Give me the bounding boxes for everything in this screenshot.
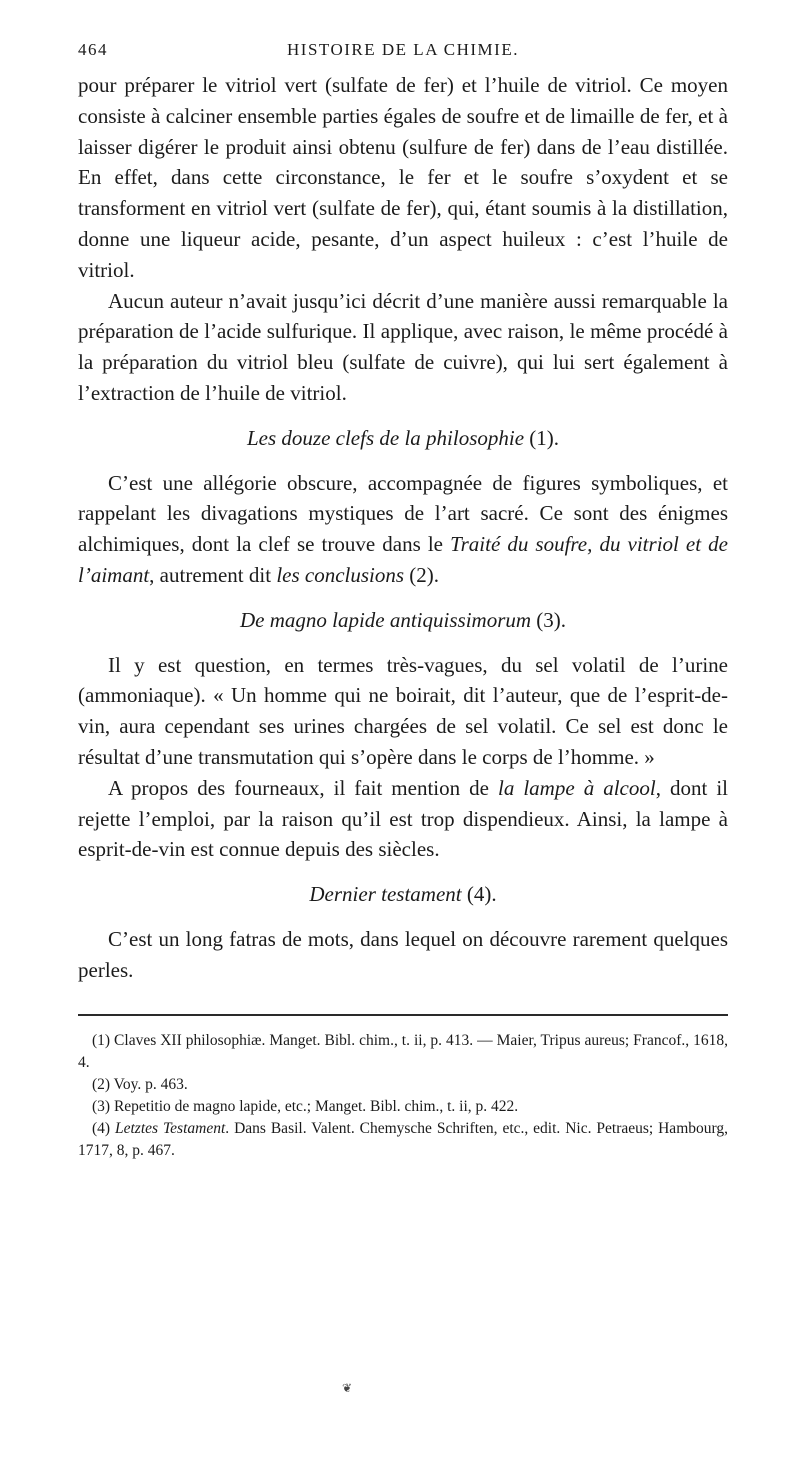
italic-title: Traité du soufre, du vitriol et de l’aimant bbox=[78, 532, 728, 587]
body-text bbox=[78, 70, 728, 986]
text-run: , autrement dit bbox=[149, 562, 277, 587]
section-title-magno-lapide bbox=[78, 605, 728, 636]
text-run: . Dans Basil. Valent. Chemysche Schriften, etc., edit. Nic. Petraeus; Hambourg, 1717, 8, p. 467. bbox=[78, 1119, 729, 1159]
footnote-4 bbox=[78, 1118, 728, 1162]
footnote-ref: (4). bbox=[466, 882, 497, 907]
section-title-text: Les douze clefs de la philosophie bbox=[246, 425, 525, 450]
book-page bbox=[78, 40, 728, 1162]
paragraph-fatras: C’est un long fatras de mots, dans lequel on découvre rarement quelques perles. bbox=[78, 926, 728, 982]
italic-title: Letztes Testament bbox=[115, 1119, 226, 1137]
paragraph-vitriol-method: pour préparer le vitriol vert (sulfate de fer) et l’huile de vitriol. Ce moyen consiste à calciner ensemble parties égales de soufre et de limaille de fer, et à laisser digérer le produit ainsi obtenu (sulfure de fer) dans de l’eau distillée. En effet, dans cette circonstance, le fer et le soufre s’oxydent et se transforment en vitriol vert (sulfate de fer), qui, étant soumis à la distillation, donne une liqueur acide, pesante, d’un aspect huileux : c’est l’huile de vitriol. bbox=[78, 73, 728, 282]
paragraph-sulfuric-acid: Aucun auteur n’avait jusqu’ici décrit d’une manière aussi remarquable la préparation de l’acide sulfurique. Il applique, avec raison, le même procédé à la préparation du vitriol bleu (sulfate de cuivre), qui lui sert également à l’extraction de l’huile de vitriol. bbox=[78, 288, 728, 405]
running-head bbox=[78, 40, 728, 70]
footnote-3: (3) Repetitio de magno lapide, etc.; Manget. Bibl. chim., t. ii, p. 422. bbox=[92, 1097, 519, 1115]
section-title-text: De magno lapide antiquissimorum bbox=[239, 607, 532, 632]
paragraph-sel-volatil: Il y est question, en termes très-vagues, du sel volatil de l’urine (ammoniaque). « Un homme qui ne boirait, dit l’auteur, que de l’esprit-de-vin, aura cependant ses urines chargées de sel volatil. Ce sel est donc le résultat d’une transmutation qui s’opère dans le corps de l’homme. » bbox=[78, 652, 728, 769]
section-title-dernier-testament bbox=[78, 879, 728, 910]
running-title: HISTOIRE DE LA CHIMIE. bbox=[287, 40, 519, 59]
text-run: C’est une allégorie obscure, accompagnée de figures symboliques, et rappelant les divagations mystiques de l’art sacré. Ce sont des énigmes alchimiques, dont la clef se trouve dans le bbox=[78, 470, 728, 557]
italic-phrase: la lampe à alcool bbox=[498, 775, 656, 800]
section-title-text: Dernier testament bbox=[309, 882, 462, 907]
paragraph-allegorie bbox=[78, 468, 728, 591]
paragraph-fourneaux bbox=[78, 773, 728, 865]
footnote-divider bbox=[78, 1014, 728, 1016]
text-run: (2). bbox=[404, 562, 440, 587]
printer-ornament-icon: ❦ bbox=[342, 1381, 353, 1395]
page-number: 464 bbox=[78, 40, 108, 59]
text-run: A propos des fourneaux, il fait mention de bbox=[108, 775, 498, 800]
italic-title: les conclusions bbox=[276, 562, 405, 587]
footnote-number: (4) bbox=[92, 1119, 115, 1137]
section-title-douze-clefs bbox=[78, 423, 728, 454]
text-run: , dont il rejette l’emploi, par la raison qu’il est trop dispendieux. Ainsi, la lampe à esprit-de-vin est connue depuis des siècles. bbox=[78, 775, 728, 862]
footnote-1: (1) Claves XII philosophiæ. Manget. Bibl. chim., t. ii, p. 413. — Maier, Tripus aureus; Francof., 1618, 4. bbox=[78, 1031, 728, 1071]
footnotes bbox=[78, 1030, 728, 1162]
footnote-ref: (1). bbox=[529, 425, 560, 450]
footnote-2: (2) Voy. p. 463. bbox=[92, 1075, 188, 1093]
footnote-ref: (3). bbox=[536, 607, 567, 632]
